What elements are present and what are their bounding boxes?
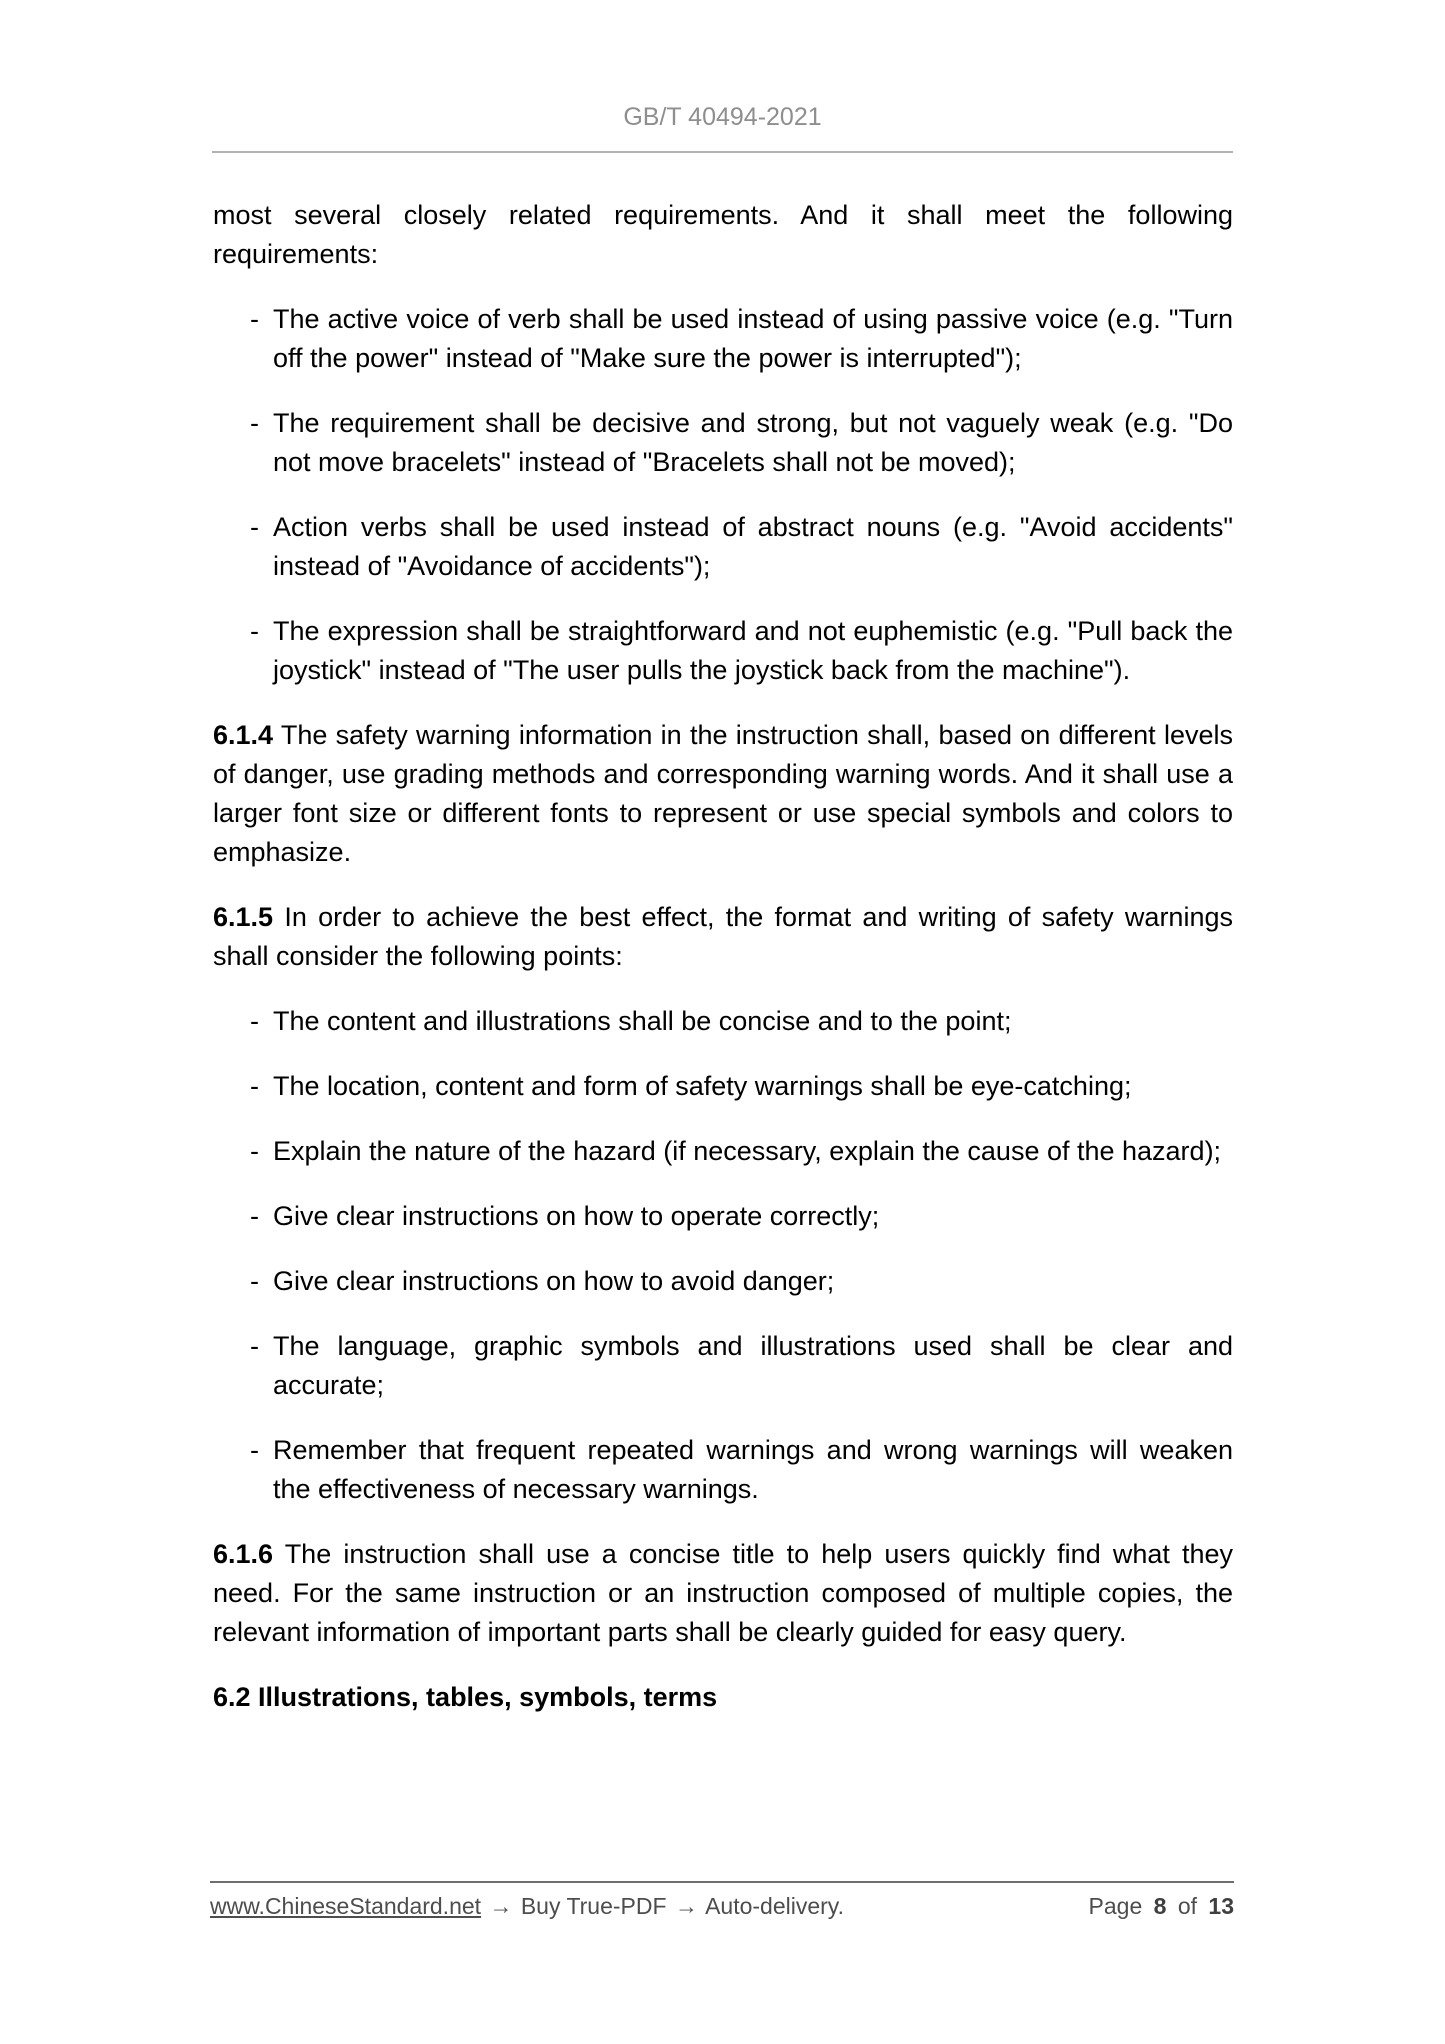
footer-action-buy: Buy True-PDF [520, 1893, 667, 1919]
page-current: 8 [1153, 1893, 1167, 1919]
list-item-text: The location, content and form of safety warnings shall be eye-catching; [273, 1071, 1132, 1101]
heading-6-2: 6.2 Illustrations, tables, symbols, terms [213, 1682, 718, 1712]
footer-link[interactable]: www.ChineseStandard.net [210, 1893, 482, 1919]
list-item-text: Remember that frequent repeated warnings and wrong warnings will weaken the effectiveness of necessary warnings. [273, 1435, 1233, 1504]
list-item [250, 1262, 1233, 1301]
list-item [250, 1132, 1233, 1171]
dash-bullet: - [250, 1266, 259, 1296]
list-item [250, 1197, 1233, 1236]
dash-bullet: - [250, 408, 259, 438]
dash-bullet: - [250, 1006, 259, 1036]
list-item-text: The active voice of verb shall be used instead of using passive voice (e.g. "Turn off the power" instead of "Make sure the power is interrupted"); [273, 304, 1233, 373]
section-text: In order to achieve the best effect, the format and writing of safety warnings shall consider the following points: [213, 902, 1233, 971]
dash-bullet: - [250, 1136, 259, 1166]
of-word: of [1177, 1893, 1198, 1919]
section-6-1-4 [213, 716, 1233, 872]
section-number: 6.1.5 [213, 902, 274, 932]
dash-bullet: - [250, 1435, 259, 1465]
dash-bullet: - [250, 1331, 259, 1361]
section-text: The instruction shall use a concise title to help users quickly find what they need. For the same instruction or an instruction composed of multiple copies, the relevant information of important parts shall be clearly guided for easy query. [213, 1539, 1233, 1647]
list-item-text: The content and illustrations shall be concise and to the point; [273, 1006, 1012, 1036]
list-item [250, 612, 1233, 690]
list-item-text: Give clear instructions on how to operate correctly; [273, 1201, 880, 1231]
paragraph-intro: most several closely related requirements. And it shall meet the following requirements: [213, 200, 1233, 269]
page-word: Page [1088, 1893, 1143, 1919]
list-item-text: The expression shall be straightforward and not euphemistic (e.g. "Pull back the joystick" instead of "The user pulls the joystick back from the machine"). [273, 616, 1233, 685]
dash-bullet: - [250, 1071, 259, 1101]
section-6-1-5 [213, 898, 1233, 976]
list-item-text: The language, graphic symbols and illustrations used shall be clear and accurate; [273, 1331, 1233, 1400]
list-item-text: Action verbs shall be used instead of abstract nouns (e.g. "Avoid accidents" instead of "Avoidance of accidents"); [273, 512, 1233, 581]
section-number: 6.1.4 [213, 720, 274, 750]
list-item [250, 404, 1233, 482]
page-footer [210, 1893, 1234, 1920]
dash-bullet: - [250, 616, 259, 646]
list-item [250, 508, 1233, 586]
section-number: 6.1.6 [213, 1539, 274, 1569]
footer-left [210, 1893, 844, 1920]
section-6-1-6 [213, 1535, 1233, 1652]
footer-action-delivery: Auto-delivery. [705, 1893, 844, 1919]
dash-bullet: - [250, 512, 259, 542]
section-text: The safety warning information in the instruction shall, based on different levels of danger, use grading methods and corresponding warning words. And it shall use a larger font size or different fonts to represent or use special symbols and colors to emphasize. [213, 720, 1233, 867]
arrow-right-icon: → [489, 1893, 513, 1919]
page-body [213, 196, 1233, 1717]
list-item [250, 1431, 1233, 1509]
page-total: 13 [1208, 1893, 1234, 1919]
header-rule [212, 151, 1233, 153]
list-item-text: Give clear instructions on how to avoid danger; [273, 1266, 835, 1296]
arrow-right-icon: → [674, 1893, 698, 1919]
list-item-text: The requirement shall be decisive and strong, but not vaguely weak (e.g. "Do not move bracelets" instead of "Bracelets shall not be moved); [273, 408, 1233, 477]
list-item [250, 1002, 1233, 1041]
dash-bullet: - [250, 1201, 259, 1231]
doc-number: GB/T 40494-2021 [623, 103, 822, 131]
footer-rule [210, 1881, 1234, 1883]
list-item [250, 300, 1233, 378]
list-item [250, 1067, 1233, 1106]
page-number [1089, 1893, 1234, 1920]
dash-bullet: - [250, 304, 259, 334]
list-item-text: Explain the nature of the hazard (if necessary, explain the cause of the hazard); [273, 1136, 1222, 1166]
list-item [250, 1327, 1233, 1405]
